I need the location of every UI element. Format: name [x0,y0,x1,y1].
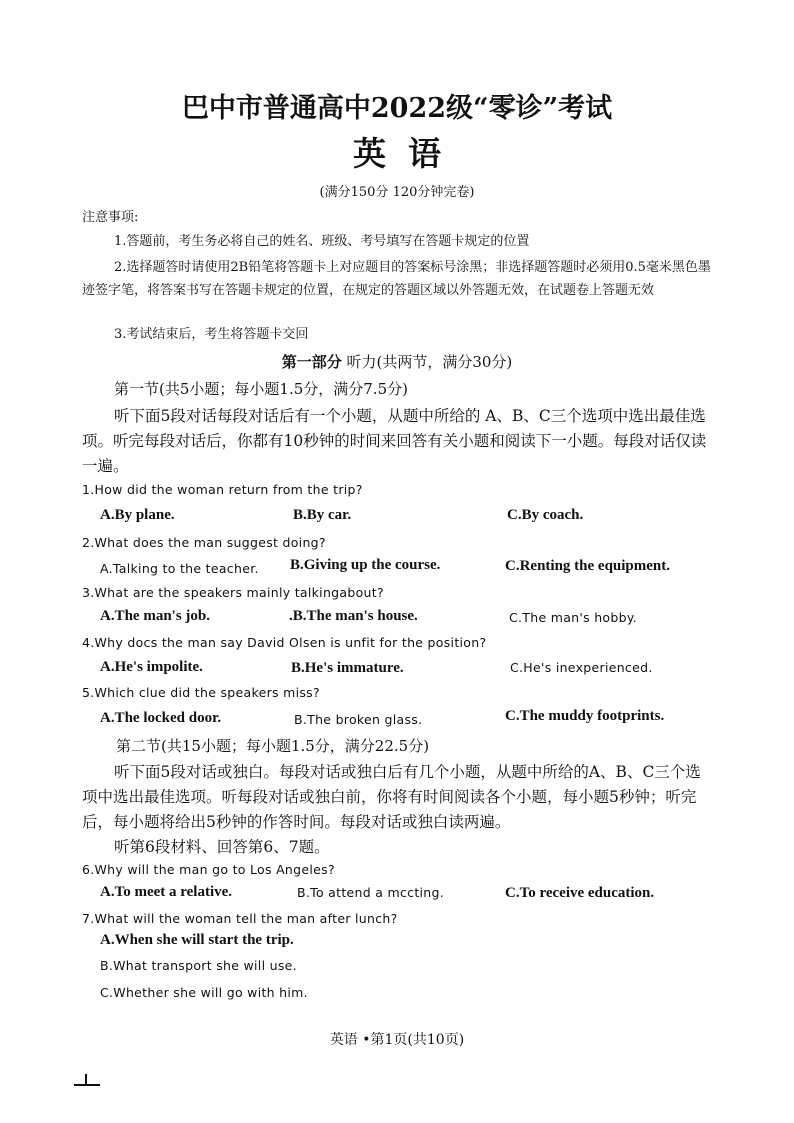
question-6: 6.Why will the man go to Los Angeles? [82,862,335,877]
note-item-1: 1.答题前，考生务必将自己的姓名、班级、考号填写在答题卡规定的位置 [114,234,530,249]
page-footer: 英语 •第1页(共10页) [329,1032,465,1048]
section1-instructions: 听下面5段对话每段对话后有一个小题，从题中所给的 A、B、C三个选项中选出最佳选项。听完每段对话后，你都有10秒钟的时间来回答有关小题和阅读下一小题。每段对话仅读一遍。 [82,407,707,475]
subject-title: 英语 [353,134,463,173]
crop-mark [74,1074,100,1086]
section1-title: 第一节(共5小题；每小题1.5分，满分7.5分) [114,380,408,398]
q2-option-a: A.Talking to the teacher. [100,561,259,576]
q3-option-c: C.The man's hobby. [509,610,638,625]
q7-option-c: C.Whether she will go with him. [100,985,308,1000]
exam-title: 巴中市普通高中2022级“零诊”考试 [181,93,613,124]
notes-title: 注意事项: [82,210,139,225]
q6-option-a: A.To meet a relative. [100,884,233,900]
part1-title-bold: 第一部分 [281,353,342,371]
q1-option-b: B.By car. [293,507,352,523]
section2-title: 第二节(共15小题；每小题1.5分，满分22.5分) [116,737,430,755]
note-item-3: 3.考试结束后，考生将答题卡交回 [114,327,309,342]
q3-option-a: A.The man's job. [100,608,211,624]
question-1: 1.How did the woman return from the trip? [82,482,363,497]
q2-option-c: C.Renting the equipment. [505,558,671,574]
q2-option-b: B.Giving up the course. [290,557,441,573]
q7-option-b: B.What transport she will use. [100,958,297,973]
q6-option-b: B.To attend a mccting. [297,885,445,900]
part1-title [0,351,794,372]
question-3: 3.What are the speakers mainly talkingabout? [82,585,384,600]
q5-option-c: C.The muddy footprints. [505,708,665,724]
q7-option-a: A.When she will start the trip. [100,932,294,948]
score-info: (满分150分 120分钟完卷) [319,185,475,200]
question-5: 5.Which clue did the speakers miss? [82,685,320,700]
section2-instructions: 听下面5段对话或独白。每段对话或独白后有几个小题，从题中所给的A、B、C三个选项中选出最佳选项。听每段对话或独白前，你将有时间阅读各个小题，每小题5秒钟；听完后，每小题将给出5秒钟的作答时间。每段对话或独白读两遍。 [82,763,701,831]
question-2: 2.What does the man suggest doing? [82,535,326,550]
question-7: 7.What will the woman tell the man after lunch? [82,911,398,926]
q4-option-a: A.He's impolite. [100,659,203,675]
q1-option-c: C.By coach. [507,507,584,523]
q1-option-a: A.By plane. [100,507,175,523]
q5-option-b: B.The broken glass. [294,712,423,727]
part1-title-rest: 听力(共两节，满分30分) [341,353,513,371]
q3-option-b: .B.The man's house. [289,608,418,624]
question-4: 4.Why docs the man say David Olsen is unfit for the position? [82,635,487,650]
note-item-2: 2.选择题答时请使用2B铅笔将答题卡上对应题目的答案标号涂黑；非选择题答题时必须用0.5毫米黑色墨迹签字笔，将答案书写在答题卡规定的位置，在规定的答题区域以外答题无效，在试题卷上答题无效 [82,260,711,298]
q4-option-b: B.He's immature. [291,660,404,676]
q4-option-c: C.He's inexperienced. [510,660,653,675]
q6-option-c: C.To receive education. [505,885,655,901]
q5-option-a: A.The locked door. [100,710,222,726]
section2-sub-instruction: 听第6段材料、回答第6、7题。 [114,838,330,856]
